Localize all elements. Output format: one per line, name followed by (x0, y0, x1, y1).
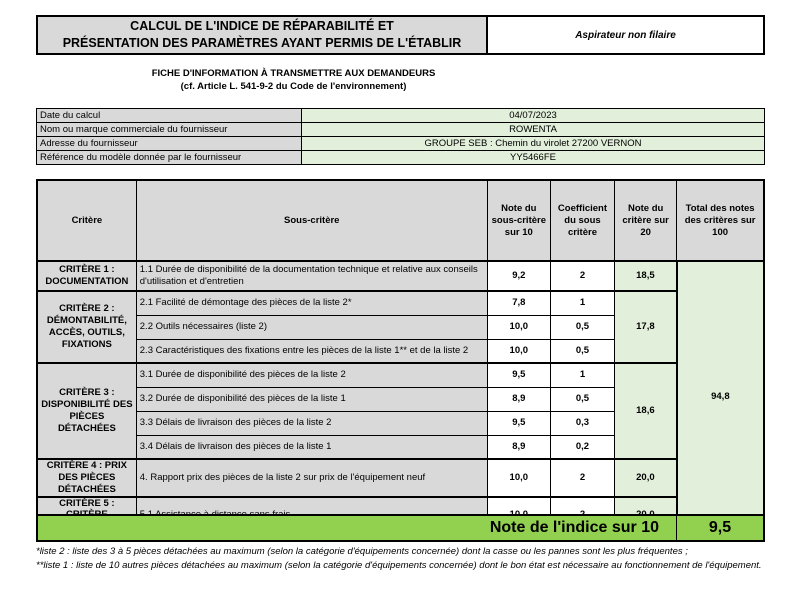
subcriterion-label: 3.3 Délais de livraison des pièces de la liste 2 (136, 411, 487, 435)
scoring-table (36, 179, 765, 533)
subcriterion-label: 1.1 Durée de disponibilité de la documentation technique et relative aux conseils d'utilisation et d'entretien (136, 261, 487, 291)
subcriterion-score: 10,0 (487, 459, 550, 497)
subcriterion-score: 9,5 (487, 363, 550, 387)
table-row (37, 459, 764, 497)
subcriterion-coefficient: 0,3 (550, 411, 614, 435)
subtitle-line-2: (cf. Article L. 541-9-2 du Code de l'environnement) (180, 81, 407, 92)
table-row (37, 363, 764, 387)
criterion-5-label: CRITÈRE 5 : (37, 497, 136, 532)
col-header-sous-critere: Sous-critère (136, 180, 487, 261)
table-row (37, 261, 764, 291)
subcriterion-coefficient: 0,2 (550, 435, 614, 459)
subcriterion-label: 3.2 Durée de disponibilité des pièces de la liste 1 (136, 387, 487, 411)
criterion-3-label: CRITÈRE 3 : DISPONIBILITÉ DES PIÈCES DÉTACHÉES (37, 363, 136, 459)
info-row (37, 151, 765, 165)
total-score: 94,8 (677, 261, 764, 532)
col-header-note-critere: Note du critère sur 20 (615, 180, 677, 261)
info-row (37, 109, 765, 123)
criterion-4-score: 20,0 (615, 459, 677, 497)
subcriterion-label: 3.1 Durée de disponibilité des pièces de la liste 2 (136, 363, 487, 387)
info-label: Nom ou marque commerciale du fournisseur (37, 123, 302, 137)
info-label: Référence du modèle donnée par le fournisseur (37, 151, 302, 165)
subcriterion-label: 2.3 Caractéristiques des fixations entre les pièces de la liste 1** et de la liste 2 (136, 339, 487, 363)
supplier-info-table (36, 108, 765, 165)
info-label: Date du calcul (37, 109, 302, 123)
info-value: GROUPE SEB : Chemin du virolet 27200 VERNON (302, 137, 765, 151)
subcriterion-coefficient: 1 (550, 363, 614, 387)
footnote-list-2: *liste 2 : liste des 3 à 5 pièces détachées au maximum (selon la catégorie d'équipements concernée) dont la casse ou les pannes sont les plus fréquentes ; (36, 546, 688, 557)
col-header-coefficient: Coefficient du sous critère (550, 180, 614, 261)
subcriterion-label: 2.2 Outils nécessaires (liste 2) (136, 315, 487, 339)
info-row (37, 123, 765, 137)
criterion-2-label: CRITÈRE 2 : DÉMONTABILITÉ, ACCÈS, OUTILS, FIXATIONS (37, 291, 136, 363)
subcriterion-score: 8,9 (487, 387, 550, 411)
col-header-note-sous-critere: Note du sous-critère sur 10 (487, 180, 550, 261)
subcriterion-label: 4. Rapport prix des pièces de la liste 2 sur prix de l'équipement neuf (136, 459, 487, 497)
info-value: YY5466FE (302, 151, 765, 165)
header-row (37, 180, 764, 261)
final-index-value: 9,5 (708, 519, 732, 536)
info-row (37, 137, 765, 151)
subcriterion-coefficient: 2 (550, 261, 614, 291)
subcriterion-coefficient: 2 (550, 459, 614, 497)
subcriterion-label: 2.1 Facilité de démontage des pièces de la liste 2* (136, 291, 487, 315)
title-line-2: PRÉSENTATION DES PARAMÈTRES AYANT PERMIS DE L'ÉTABLIR (62, 36, 462, 50)
footnote-list-1: **liste 1 : liste de 10 autres pièces détachées au maximum (selon la catégorie d'équipements concernée) dont le bon état est nécessaire au fonctionnement de l'équipement. (36, 560, 762, 571)
subcriterion-score: 7,8 (487, 291, 550, 315)
subtitle-line-1: FICHE D'INFORMATION À TRANSMETTRE AUX DEMANDEURS (151, 68, 436, 79)
criterion-4-label: CRITÈRE 4 : PRIX DES PIÈCES DÉTACHÉES (37, 459, 136, 497)
subcriterion-coefficient: 1 (550, 291, 614, 315)
criterion-3-score: 18,6 (615, 363, 677, 459)
subcriterion-coefficient: 0,5 (550, 315, 614, 339)
col-header-total: Total des notes des critères sur 100 (677, 180, 764, 261)
subcriterion-label: 3.4 Délais de livraison des pièces de la liste 1 (136, 435, 487, 459)
criterion-2-score: 17,8 (615, 291, 677, 363)
subcriterion-score: 9,2 (487, 261, 550, 291)
subcriterion-score: 8,9 (487, 435, 550, 459)
criterion-1-label: CRITÈRE 1 : DOCUMENTATION (37, 261, 136, 291)
title-line-1: CALCUL DE L'INDICE DE RÉPARABILITÉ ET (130, 19, 394, 33)
criterion-1-score: 18,5 (615, 261, 677, 291)
info-value: 04/07/2023 (302, 109, 765, 123)
subcriterion-score: 9,5 (487, 411, 550, 435)
subcriterion-score: 10,0 (487, 339, 550, 363)
col-header-critere: Critère (37, 180, 136, 261)
subcriterion-coefficient: 0,5 (550, 387, 614, 411)
document-title (36, 15, 488, 55)
info-label: Adresse du fournisseur (37, 137, 302, 151)
subcriterion-score: 10,0 (487, 315, 550, 339)
product-type: Aspirateur non filaire (487, 15, 765, 55)
subcriterion-coefficient: 0,5 (550, 339, 614, 363)
final-index-label: Note de l'indice sur 10 (489, 519, 659, 536)
table-row (37, 291, 764, 315)
info-value: ROWENTA (302, 123, 765, 137)
